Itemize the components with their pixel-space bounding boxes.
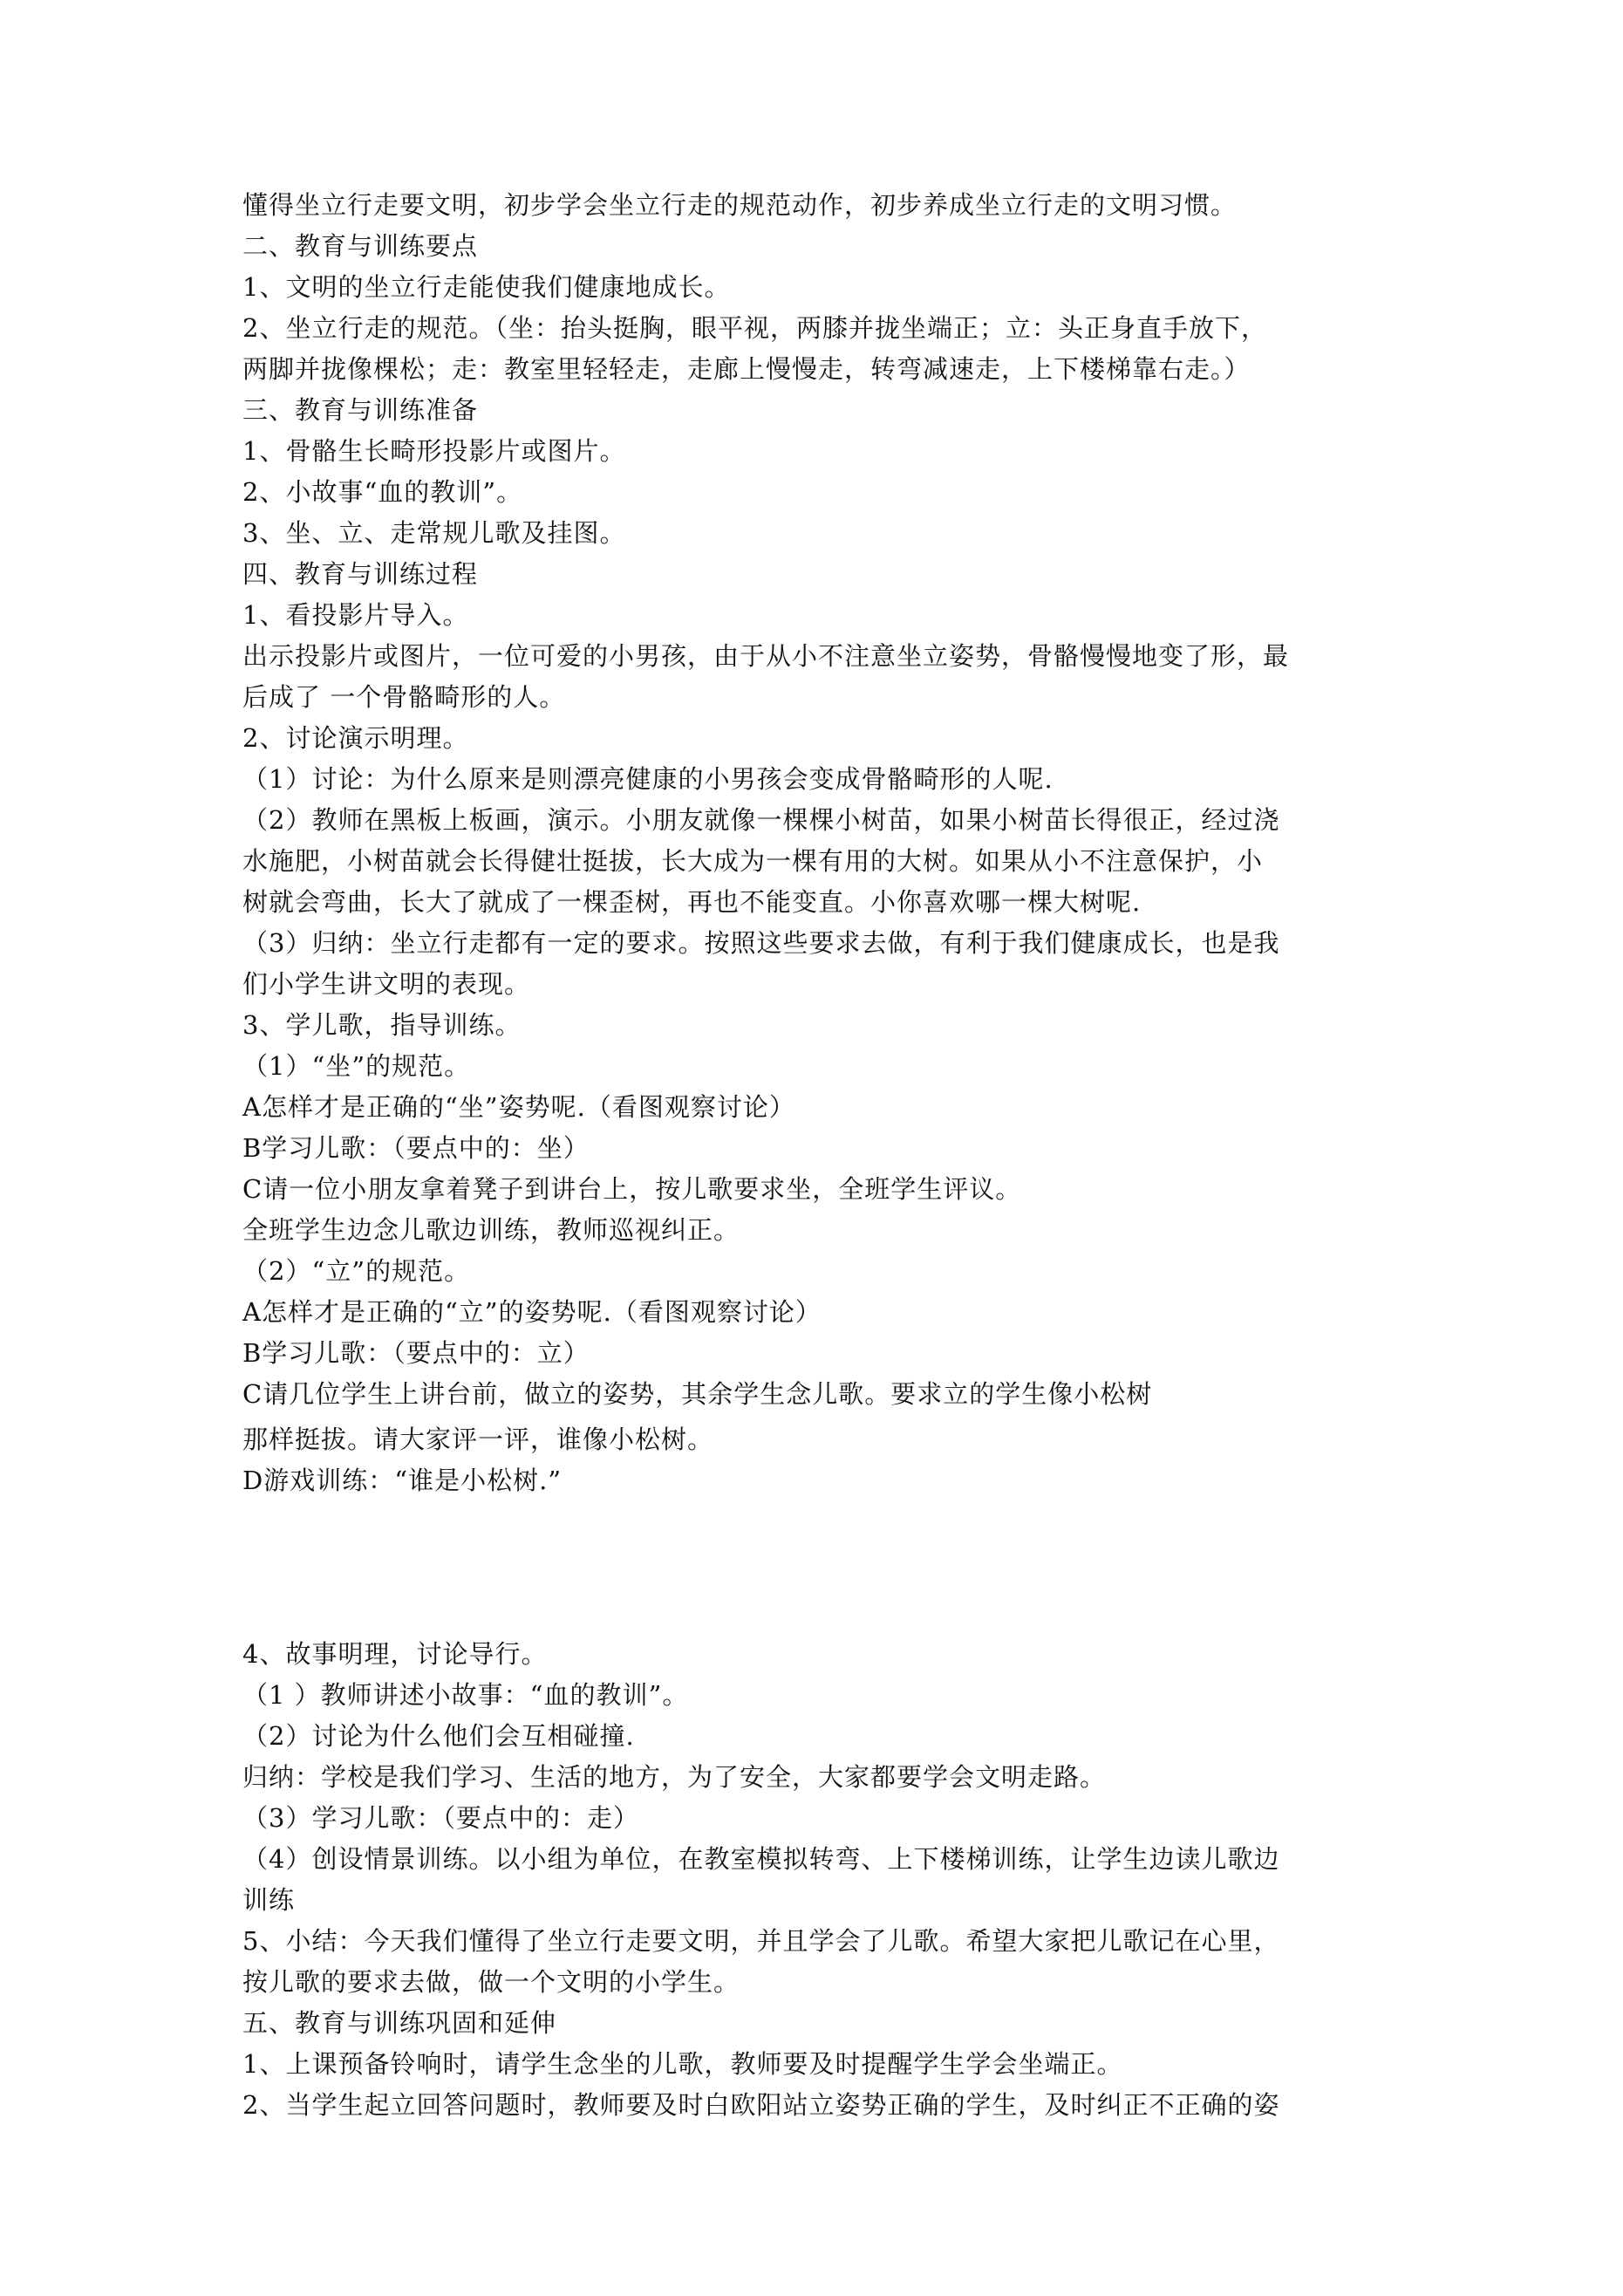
text-line: （1 ）教师讲述小故事：“血的教训”。 bbox=[242, 1680, 689, 1710]
text-line: 1、上课预备铃响时，请学生念坐的儿歌，教师要及时提醒学生学会坐端正。 bbox=[242, 2049, 1123, 2079]
text-block-1 bbox=[242, 185, 1402, 1415]
text-line: 出示投影片或图片，一位可爱的小男孩，由于从小不注意坐立姿势，骨骼慢慢地变了形，最 bbox=[242, 641, 1290, 671]
text-line: 4、故事明理，讨论导行。 bbox=[242, 1639, 548, 1669]
text-line: （4）创设情景训练。以小组为单位，在教室模拟转弯、上下楼梯训练，让学生边读儿歌边 bbox=[242, 1844, 1280, 1874]
text-line: 归纳：学校是我们学习、生活的地方，为了安全，大家都要学会文明走路。 bbox=[242, 1762, 1107, 1792]
text-line: 2、坐立行走的规范。（坐：抬头挺胸，眼平视，两膝并拢坐端正；立：头正身直手放下， bbox=[242, 313, 1267, 343]
text-line: （2）“立”的规范。 bbox=[242, 1256, 471, 1286]
text-line: 两脚并拢像棵松；走：教室里轻轻走，走廊上慢慢走，转弯减速走，上下楼梯靠右走。） bbox=[242, 354, 1251, 384]
text-line: 树就会弯曲，长大了就成了一棵歪树，再也不能变直。小你喜欢哪一棵大树呢. bbox=[242, 887, 1142, 917]
text-line: B学习儿歌：（要点中的：立） bbox=[242, 1338, 590, 1368]
text-line: （2）教师在黑板上板画，演示。小朋友就像一棵棵小树苗，如果小树苗长得很正，经过浇 bbox=[242, 805, 1280, 835]
text-line: 3、坐、立、走常规儿歌及挂图。 bbox=[242, 518, 626, 548]
text-line: A怎样才是正确的“立”的姿势呢.（看图观察讨论） bbox=[242, 1297, 822, 1327]
text-line: 懂得坐立行走要文明，初步学会坐立行走的规范动作，初步养成坐立行走的文明习惯。 bbox=[242, 190, 1238, 220]
text-line: 1、文明的坐立行走能使我们健康地成长。 bbox=[242, 272, 731, 302]
text-line: 三、教育与训练准备 bbox=[242, 395, 479, 425]
text-line: 3、学儿歌，指导训练。 bbox=[242, 1010, 522, 1040]
text-line: 5、小结：今天我们懂得了坐立行走要文明，并且学会了儿歌。希望大家把儿歌记在心里， bbox=[242, 1926, 1280, 1956]
text-line: 2、小故事“血的教训”。 bbox=[242, 477, 523, 507]
text-line: 全班学生边念儿歌边训练，教师巡视纠正。 bbox=[242, 1215, 740, 1245]
text-line: （3）学习儿歌：（要点中的：走） bbox=[242, 1803, 639, 1833]
text-line: （2）讨论为什么他们会互相碰撞. bbox=[242, 1721, 635, 1751]
text-line: 二、教育与训练要点 bbox=[242, 231, 479, 261]
text-line: 1、看投影片导入。 bbox=[242, 600, 469, 630]
text-line: （3）归纳：坐立行走都有一定的要求。按照这些要求去做，有利于我们健康成长，也是我 bbox=[242, 928, 1280, 958]
text-line: 1、骨骼生长畸形投影片或图片。 bbox=[242, 436, 626, 466]
text-line: （1）讨论：为什么原来是则漂亮健康的小男孩会变成骨骼畸形的人呢. bbox=[242, 764, 1054, 794]
spacer bbox=[242, 1501, 1402, 1634]
text-line: C请一位小朋友拿着凳子到讲台上，按儿歌要求坐，全班学生评议。 bbox=[242, 1174, 1022, 1204]
text-line: 2、当学生起立回答问题时，教师要及时白欧阳站立姿势正确的学生，及时纠正不正确的姿 bbox=[242, 2090, 1280, 2120]
text-line: 四、教育与训练过程 bbox=[242, 559, 479, 589]
text-line: 训练 bbox=[242, 1885, 296, 1915]
text-block-2 bbox=[242, 1419, 1402, 1501]
text-line: 五、教育与训练巩固和延伸 bbox=[242, 2008, 557, 2038]
text-line: B学习儿歌：（要点中的：坐） bbox=[242, 1133, 590, 1163]
text-line: A怎样才是正确的“坐”姿势呢.（看图观察讨论） bbox=[242, 1092, 795, 1122]
text-line: 后成了 一个骨骼畸形的人。 bbox=[242, 682, 566, 712]
text-line: D游戏训练：“谁是小松树.” bbox=[242, 1466, 563, 1495]
text-line: C请几位学生上讲台前，做立的姿势，其余学生念儿歌。要求立的学生像小松树 bbox=[242, 1379, 1153, 1409]
text-line: （1）“坐”的规范。 bbox=[242, 1051, 471, 1081]
text-line: 按儿歌的要求去做，做一个文明的小学生。 bbox=[242, 1967, 740, 1997]
text-line: 2、讨论演示明理。 bbox=[242, 723, 469, 753]
text-line: 们小学生讲文明的表现。 bbox=[242, 969, 531, 999]
text-line: 水施肥，小树苗就会长得健壮挺拔，长大成为一棵有用的大树。如果从小不注意保护，小 bbox=[242, 846, 1264, 876]
document-body bbox=[242, 185, 1402, 2126]
text-line: 那样挺拔。请大家评一评，谁像小松树。 bbox=[242, 1425, 714, 1454]
text-block-3 bbox=[242, 1634, 1402, 2126]
